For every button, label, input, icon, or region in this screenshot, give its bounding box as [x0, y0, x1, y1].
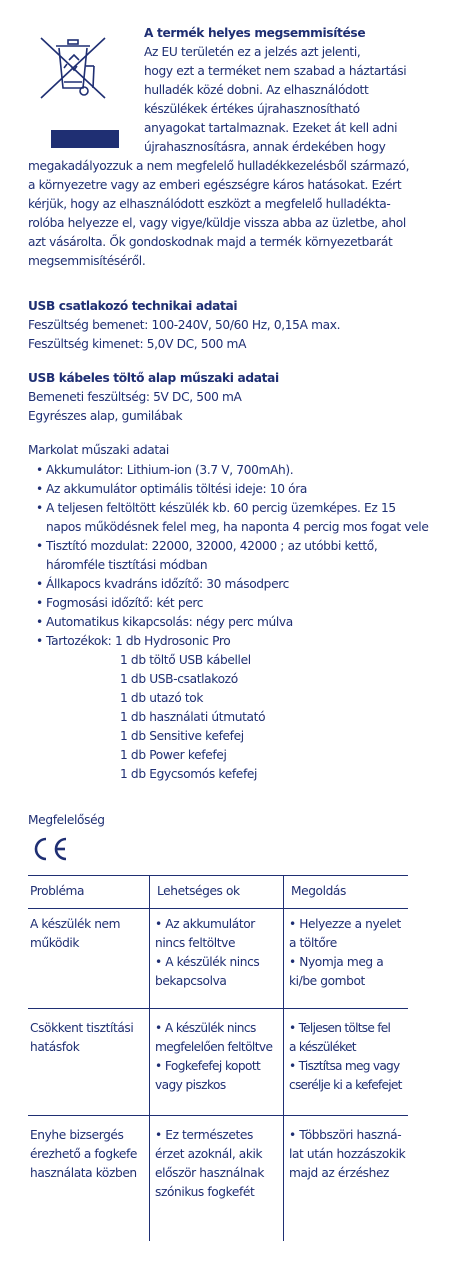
crossed-out-wheelie-bin-icon [38, 36, 108, 100]
spec-line: Feszültség kimenet: 5,0V DC, 500 mA [28, 337, 247, 351]
accessory-line: 1 db töltő USB kábellel [120, 653, 251, 667]
cell-line: • Helyezze a nyelet [289, 917, 401, 931]
text-line: hulladék közé dobni. Az elhasználódott [144, 83, 369, 97]
usb-base-section [28, 369, 279, 426]
text-line: készülékek értékes újrahasznosítható [144, 102, 360, 116]
cell-line: • Tisztítsa meg vagy [289, 1059, 400, 1073]
text-line: azt vásárolta. Ők gondoskodnak majd a termék környezetbarát [28, 235, 393, 249]
cell-line: Enyhe bizsergés [30, 1128, 124, 1142]
cell-line: cserélje ki a kefefejet [289, 1078, 402, 1092]
accessory-line: 1 db Power kefefej [120, 748, 227, 762]
bullet: • [36, 501, 43, 515]
cell-line: lat után hozzászokik [289, 1147, 406, 1161]
text-line: újrahasznosításra, annak érdekében hogy [144, 140, 386, 154]
column-divider [149, 875, 150, 1241]
list-item: • A teljesen feltöltött készülék kb. 60 percig üzemképes. Ez 15 [28, 499, 428, 518]
table-rule [28, 1008, 408, 1009]
handle-heading: Markolat műszaki adatai [28, 443, 169, 457]
text-line: Az EU területén ez a jelzés azt jelenti, [144, 45, 361, 59]
cell-line: • Fogkefefej kopott [155, 1059, 261, 1073]
disposal-text-full [28, 157, 409, 271]
ce-mark-icon [30, 836, 70, 862]
cell-line: szónikus fogkefét [155, 1185, 255, 1199]
header-cause: Lehetséges ok [157, 884, 240, 898]
cell-line: használata közben [30, 1166, 137, 1180]
accessory-line: 1 db utazó tok [120, 691, 204, 705]
list-item-continuation: napos működésnek felel meg, ha naponta 4 percig mos fogat vele [46, 520, 429, 534]
list-item: • Fogmosási időzítő: két perc [28, 594, 428, 613]
table-rule [28, 1115, 408, 1116]
cell-line: a készüléket [289, 1040, 356, 1054]
cell-line: bekapcsolva [155, 974, 227, 988]
cell-line: működik [30, 936, 80, 950]
accessory-line: 1 db használati útmutató [120, 710, 266, 724]
table-row-3-problem [30, 1126, 137, 1183]
accessories-item: • Tartozékok: 1 db Hydrosonic Pro [28, 632, 428, 651]
spec-line: Bemeneti feszültség: 5V DC, 500 mA [28, 390, 242, 404]
table-row-2-solution [289, 1019, 402, 1095]
table-row-3-cause [155, 1126, 264, 1202]
text-line: anyagokat tartalmaznak. Ezeket át kell adni [144, 121, 398, 135]
handle-spec-list [28, 461, 428, 784]
table-rule [28, 875, 408, 876]
table-row-2-cause [155, 1019, 272, 1095]
bullet: • [36, 596, 43, 610]
text-line: rolóba helyezze el, vagy vigye/küldje vissza abba az üzletbe, ahol [28, 216, 406, 230]
cell-line: • Teljesen töltse fel [289, 1021, 391, 1035]
cell-line: majd az érzéshez [289, 1166, 390, 1180]
disposal-title: A termék helyes megsemmisítése [144, 26, 366, 40]
spec-line: Egyrészes alap, gumilábak [28, 409, 183, 423]
weee-bar [51, 130, 119, 148]
cell-line: • A készülék nincs [155, 1021, 256, 1035]
cell-line: érezhető a fogkefe [30, 1147, 138, 1161]
text-line: megsemmisítéséről. [28, 254, 146, 268]
cell-line: • Az akkumulátor [155, 917, 255, 931]
bullet: • [36, 577, 43, 591]
list-item: • Akkumulátor: Lithium-ion (3.7 V, 700mAh). [28, 461, 428, 480]
text-line: a környezetre vagy az emberi egészségre káros hatásokat. Ezért [28, 178, 402, 192]
cell-line: ki/be gombot [289, 974, 365, 988]
table-row-2-problem [30, 1019, 133, 1057]
table-rule [28, 908, 408, 909]
cell-line: A készülék nem [30, 917, 121, 931]
text-line: hogy ezt a terméket nem szabad a háztartási [144, 64, 407, 78]
usb-base-heading: USB kábeles töltő alap műszaki adatai [28, 371, 279, 385]
cell-line: érzet azoknál, akik [155, 1147, 263, 1161]
list-item: • Állkapocs kvadráns időzítő: 30 másodperc [28, 575, 428, 594]
table-row-1-cause [155, 915, 259, 991]
cell-line: először használnak [155, 1166, 264, 1180]
accessory-line: 1 db USB-csatlakozó [120, 672, 238, 686]
bullet: • [36, 539, 43, 553]
header-solution: Megoldás [291, 884, 346, 898]
cell-line: • A készülék nincs [155, 955, 260, 969]
table-row-1-solution [289, 915, 401, 991]
cell-line: vagy piszkos [155, 1078, 226, 1092]
list-item: • Tisztító mozdulat: 22000, 32000, 42000 ; az utóbbi kettő, [28, 537, 428, 556]
column-divider [283, 875, 284, 1241]
spec-line: Feszültség bemenet: 100-240V, 50/60 Hz, 0,15A max. [28, 318, 341, 332]
conformity-label: Megfelelőség [28, 813, 105, 827]
bullet: • [36, 615, 43, 629]
cell-line: Csökkent tisztítási [30, 1021, 134, 1035]
text-line: megakadályozzuk a nem megfelelő hulladékkezelésből származó, [28, 159, 410, 173]
table-row-1-problem [30, 915, 120, 953]
bullet: • [36, 482, 43, 496]
usb-plug-section [28, 297, 340, 354]
header-problem: Probléma [30, 884, 85, 898]
cell-line: nincs feltöltve [155, 936, 236, 950]
accessory-line: 1 db Egycsomós kefefej [120, 767, 258, 781]
cell-line: • Nyomja meg a [289, 955, 384, 969]
bullet: • [36, 634, 43, 648]
cell-line: • Ez természetes [155, 1128, 253, 1142]
list-item-continuation: háromféle tisztítási módban [46, 558, 208, 572]
list-item: • Automatikus kikapcsolás: négy perc múlva [28, 613, 428, 632]
cell-line: megfelelően feltöltve [155, 1040, 273, 1054]
usb-plug-heading: USB csatlakozó technikai adatai [28, 299, 238, 313]
disposal-text-narrow [144, 43, 406, 157]
cell-line: hatásfok [30, 1040, 80, 1054]
cell-line: a töltőre [289, 936, 337, 950]
bullet: • [36, 463, 43, 477]
accessory-line: 1 db Sensitive kefefej [120, 729, 244, 743]
list-item: • Az akkumulátor optimális töltési ideje: 10 óra [28, 480, 428, 499]
text-line: kérjük, hogy az elhasználódott eszközt a megfelelő hulladékta- [28, 197, 391, 211]
cell-line: • Többszöri haszná- [289, 1128, 402, 1142]
table-row-3-solution [289, 1126, 405, 1183]
